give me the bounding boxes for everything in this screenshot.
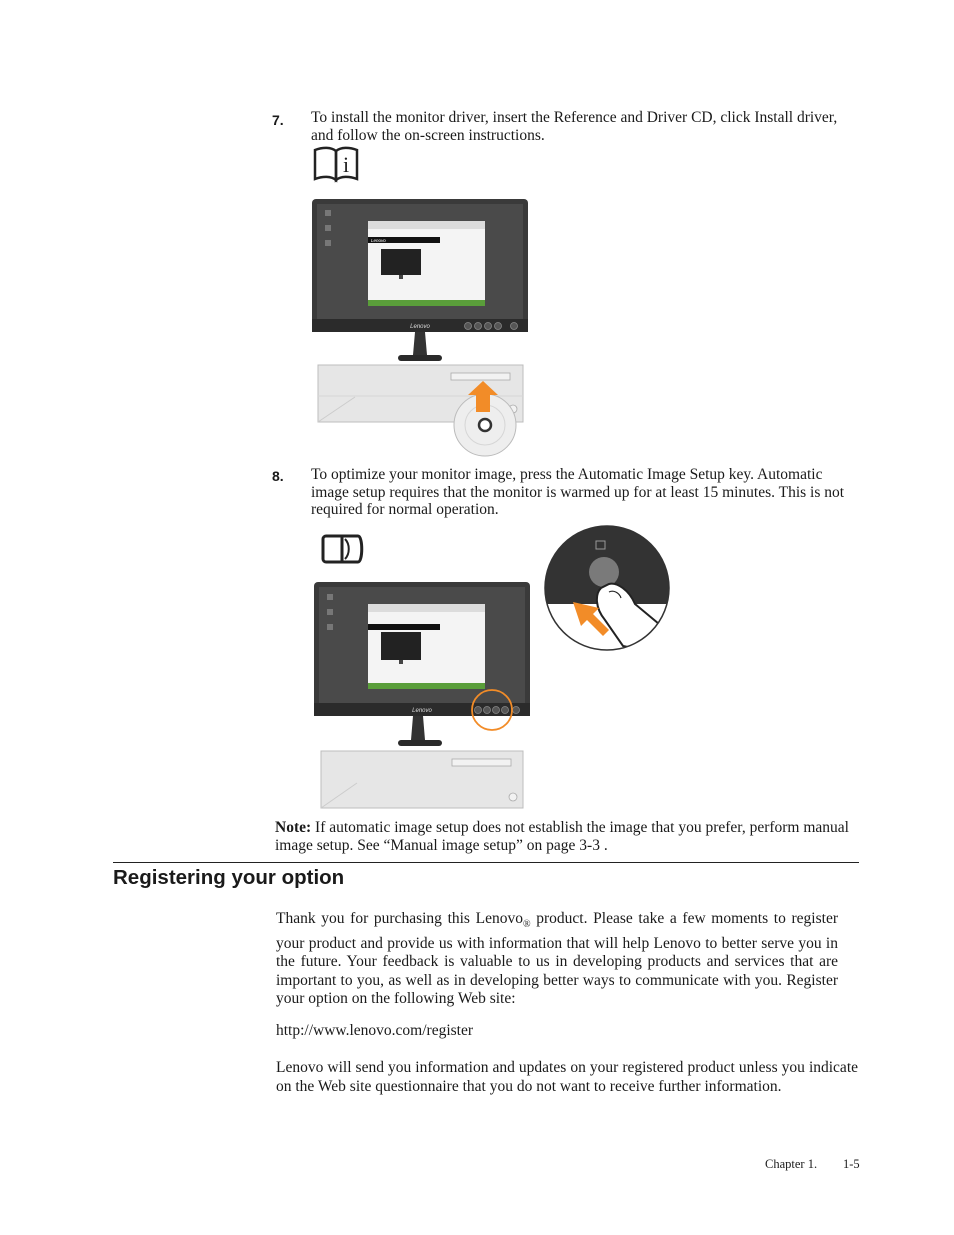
note-text: If automatic image setup does not establish the image that you prefer, perform manual image setup. See “Manual image setup” on page 3-3 . <box>275 819 849 854</box>
section-heading: Registering your option <box>113 866 345 889</box>
step-7-number: 7. <box>272 112 284 128</box>
screen-lenovo-banner: Lenovo <box>371 238 386 243</box>
note <box>275 819 865 855</box>
auto-image-setup-icon <box>320 532 366 566</box>
section-divider <box>113 862 859 863</box>
updates-paragraph: Lenovo will send you information and updates on your registered product unless you indicate on the Web site questionnaire that you do not want to receive further information. <box>276 1059 858 1095</box>
para1-rest: product. Please take a few moments to register your product and provide us with information that will help Lenovo to better serve you in the future. Your feedback is valuable to us in developing products and services that are important to you, as well as in developing better ways to communicate with you. Register your option on the following Web site: <box>276 910 838 1008</box>
manual-info-icon <box>313 145 359 183</box>
bezel-lenovo-logo: Lenovo <box>410 324 430 330</box>
register-url[interactable]: http://www.lenovo.com/register <box>276 1022 474 1039</box>
step-8-text: To optimize your monitor image, press the Automatic Image Setup key. Automatic image setup requires that the monitor is warmed up for at least 15 minutes. This is not required for normal operation. <box>311 466 845 518</box>
svg-text:i: i <box>342 152 350 177</box>
registration-paragraph <box>276 910 838 1009</box>
step-8-number: 8. <box>272 468 284 484</box>
step-7-text: To install the monitor driver, insert the Reference and Driver CD, click Install driver, and follow the on-screen instructions. <box>311 109 838 144</box>
para1-start: Thank you for purchasing this Lenovo <box>276 910 523 927</box>
bezel-lenovo-logo-2: Lenovo <box>412 708 432 714</box>
finger-press-key-illustration <box>543 524 671 652</box>
monitor-with-cd-illustration <box>305 197 535 459</box>
registered-mark: ® <box>522 919 531 931</box>
footer-chapter: Chapter 1. <box>765 1157 818 1171</box>
footer-page-number: 1-5 <box>843 1157 860 1171</box>
monitor-auto-setup-illustration <box>307 580 537 814</box>
note-label: Note: <box>275 819 312 836</box>
